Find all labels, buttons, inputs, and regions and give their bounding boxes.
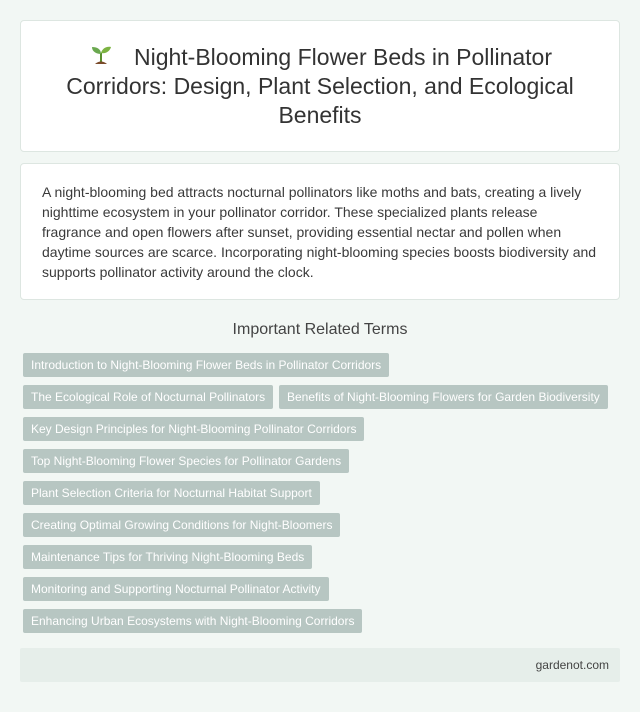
related-term-link[interactable]: Benefits of Night-Blooming Flowers for Garden Biodiversity <box>279 385 608 409</box>
page-title-text: Night-Blooming Flower Beds in Pollinator Corridors: Design, Plant Selection, and Ecological Benefits <box>66 44 574 128</box>
summary-text: A night-blooming bed attracts nocturnal pollinators like moths and bats, creating a lively nighttime ecosystem in your pollinator corridor. These specialized plants release fragrance and open flowers after sunset, providing essential nectar and pollen when daytime sources are scarce. Incorporating night-blooming species boosts biodiversity and supports pollinator activity around the clock. <box>42 184 597 280</box>
page-title <box>49 42 591 130</box>
related-term-link[interactable]: Monitoring and Supporting Nocturnal Pollinator Activity <box>23 577 329 601</box>
summary-card <box>20 163 620 300</box>
title-card <box>20 20 620 152</box>
related-term-link[interactable]: Introduction to Night-Blooming Flower Beds in Pollinator Corridors <box>23 353 389 377</box>
footer <box>20 648 620 682</box>
related-term-link[interactable]: Top Night-Blooming Flower Species for Pollinator Gardens <box>23 449 349 473</box>
related-term-link[interactable]: Plant Selection Criteria for Nocturnal Habitat Support <box>23 481 320 505</box>
related-term-link[interactable]: Enhancing Urban Ecosystems with Night-Blooming Corridors <box>23 609 362 633</box>
related-terms-heading: Important Related Terms <box>232 321 408 338</box>
related-term-link[interactable]: Creating Optimal Growing Conditions for Night-Bloomers <box>23 513 340 537</box>
related-term-link[interactable]: The Ecological Role of Nocturnal Pollinators <box>23 385 273 409</box>
related-term-link[interactable]: Maintenance Tips for Thriving Night-Blooming Beds <box>23 545 312 569</box>
seedling-icon <box>88 42 114 68</box>
related-term-link[interactable]: Key Design Principles for Night-Blooming Pollinator Corridors <box>23 417 364 441</box>
footer-site-link[interactable]: gardenot.com <box>535 658 609 672</box>
